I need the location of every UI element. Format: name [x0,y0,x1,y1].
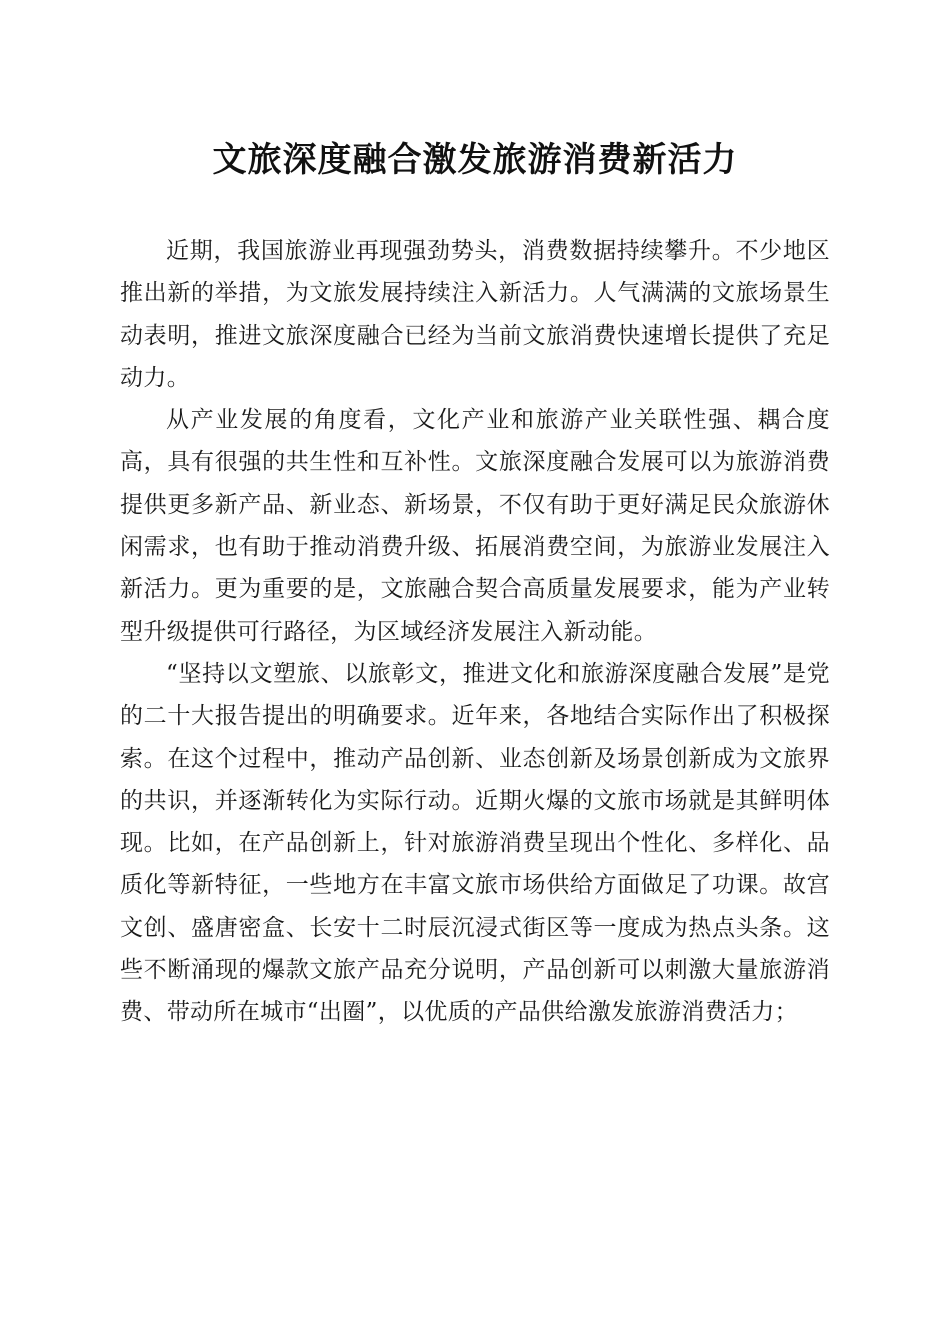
paragraph: 从产业发展的角度看，文化产业和旅游产业关联性强、耦合度高，具有很强的共生性和互补性。文旅深度融合发展可以为旅游消费提供更多新产品、新业态、新场景，不仅有助于更好满足民众旅游休闲需求，也有助于推动消费升级、拓展消费空间，为旅游业发展注入新活力。更为重要的是，文旅融合契合高质量发展要求，能为产业转型升级提供可行路径，为区域经济发展注入新动能。 [120,407,830,645]
paragraph: 近期，我国旅游业再现强劲势头，消费数据持续攀升。不少地区推出新的举措，为文旅发展持续注入新活力。人气满满的文旅场景生动表明，推进文旅深度融合已经为当前文旅消费快速增长提供了充足动力。 [120,238,830,391]
document-title: 文旅深度融合激发旅游消费新活力 [212,140,738,180]
paragraph: “坚持以文塑旅、以旅彰文，推进文化和旅游深度融合发展”是党的二十大报告提出的明确要求。近年来，各地结合实际作出了积极探索。在这个过程中，推动产品创新、业态创新及场景创新成为文旅界的共识，并逐渐转化为实际行动。近期火爆的文旅市场就是其鲜明体现。比如，在产品创新上，针对旅游消费呈现出个性化、多样化、品质化等新特征，一些地方在丰富文旅市场供给方面做足了功课。故宫文创、盛唐密盒、长安十二时辰沉浸式街区等一度成为热点头条。这些不断涌现的爆款文旅产品充分说明，产品创新可以刺激大量旅游消费、带动所在城市“出圈”，以优质的产品供给激发旅游消费活力； [120,660,830,1026]
document-body [120,230,830,1034]
